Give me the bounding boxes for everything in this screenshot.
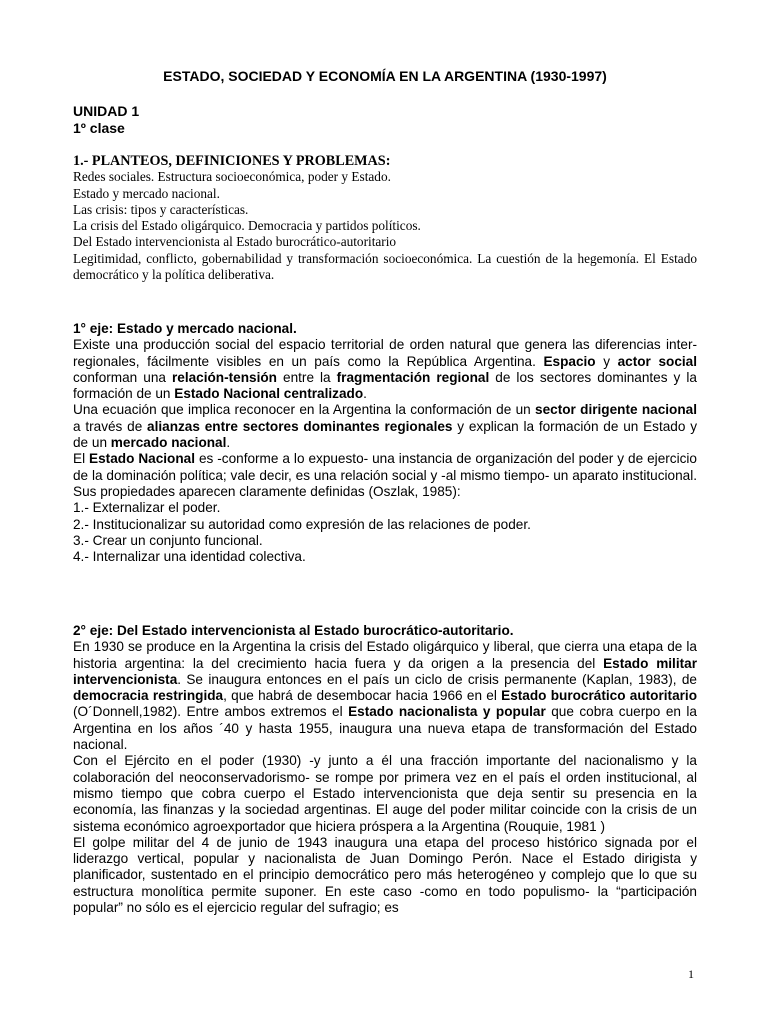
unit-header	[73, 103, 139, 137]
eje1-heading: 1° eje: Estado y mercado nacional.	[73, 321, 297, 336]
document-title: ESTADO, SOCIEDAD Y ECONOMÍA EN LA ARGENTINA (1930-1997)	[163, 68, 607, 84]
list-item: 4.- Internalizar una identidad colectiva.	[73, 549, 306, 565]
eje2-heading: 2° eje: Del Estado intervencionista al Estado burocrático-autoritario.	[73, 623, 514, 638]
planteos-heading: 1.- PLANTEOS, DEFINICIONES Y PROBLEMAS:	[73, 153, 391, 169]
page-number: 1	[688, 967, 694, 981]
list-item: 1.- Externalizar el poder.	[73, 500, 221, 516]
planteos-line: Estado y mercado nacional.	[73, 185, 220, 201]
planteos-line: Del Estado intervencionista al Estado burocrático-autoritario	[73, 234, 397, 250]
list-item: 2.- Institucionalizar su autoridad como expresión de las relaciones de poder.	[73, 516, 531, 532]
eje2-paragraph-1: En 1930 se produce en la Argentina la crisis del Estado oligárquico y liberal, que cierra una etapa de la historia argentina: la del crecimiento hacia fuera y da origen a la presencia del Estado militar intervencionista. Se inaugura entonces en el país un ciclo de crisis permanente (Kaplan, 1983), de democracia restringida, que habrá de desembocar hacia 1966 en el Estado burocrático autoritario (O´Donnell,1982). Entre ambos extremos el Estado nacionalista y popular que cobra cuerpo en la Argentina en los años ´40 y hasta 1955, inaugura una nueva etapa de transformación del Estado nacional.	[73, 639, 698, 753]
unit-label: UNIDAD 1	[73, 103, 140, 119]
eje1-paragraph-2: Una ecuación que implica reconocer en la Argentina la conformación de un sector dirigente nacional a través de alianzas entre sectores dominantes regionales y explican la formación de un Estado y de un mercado nacional.	[73, 402, 697, 451]
eje1-section	[73, 321, 697, 565]
eje2-paragraph-2: Con el Ejército en el poder (1930) -y junto a él una fracción importante del nacionalismo y la colaboración del neoconservadorismo- se rompe por primera vez en el país el orden institucional, al mismo tiempo que cobra cuerpo el Estado intervencionista que deja sentir su presencia en la economía, las finanzas y la sociedad argentinas. El auge del poder militar coincide con la crisis de un sistema económico agroexportador que hiciera próspera a la Argentina (Rouquie, 1981 )	[73, 753, 697, 834]
planteos-line: La crisis del Estado oligárquico. Democracia y partidos políticos.	[73, 218, 421, 234]
eje2-paragraph-3: El golpe militar del 4 de junio de 1943 inaugura una etapa del proceso histórico signada por el liderazgo vertical, popular y nacionalista de Juan Domingo Perón. Nace el Estado dirigista y planificador, sustentado en el principio democrático pero más heterogéneo y complejo que lo que su estructura monolítica permite suponer. En este caso -como en todo populismo- la “participación popular” no sólo es el ejercicio regular del sufragio; es	[73, 834, 697, 916]
eje2-section	[73, 623, 697, 916]
planteos-section	[73, 153, 697, 283]
planteos-paragraph: Legitimidad, conflicto, gobernabilidad y transformación socioeconómica. La cuestión de la hegemonía. El Estado democrático y la política deliberativa.	[73, 250, 697, 283]
eje1-paragraph-3: El Estado Nacional es -conforme a lo expuesto- una instancia de organización del poder y de ejercicio de la dominación política; vale decir, es una relación social y -al mismo tiempo- un aparato institucional. Sus propiedades aparecen claramente definidas (Oszlak, 1985):	[73, 451, 697, 499]
planteos-line: Redes sociales. Estructura socioeconómica, poder y Estado.	[73, 169, 391, 185]
properties-list	[73, 500, 697, 565]
planteos-line: Las crisis: tipos y características.	[73, 201, 249, 217]
class-label: 1º clase	[73, 120, 125, 136]
list-item: 3.- Crear un conjunto funcional.	[73, 532, 263, 548]
eje1-paragraph-1: Existe una producción social del espacio territorial de orden natural que genera las diferencias inter-regionales, fácilmente visibles en un país como la República Argentina. Espacio y actor social conforman una relación-tensión entre la fragmentación regional de los sectores dominantes y la formación de un Estado Nacional centralizado.	[73, 337, 697, 402]
